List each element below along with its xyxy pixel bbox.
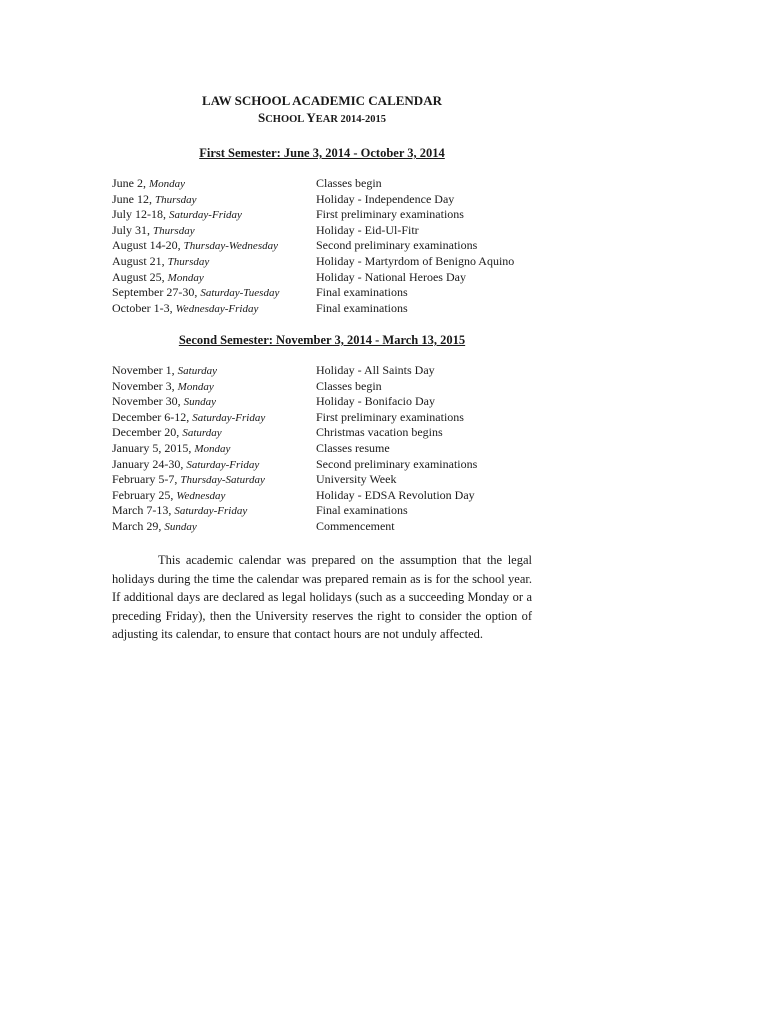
date-text: November 30,	[112, 394, 184, 409]
schedule-date	[112, 503, 247, 520]
date-text: July 31,	[112, 222, 154, 237]
weekday-text: Monday	[149, 178, 186, 190]
schedule-event: Holiday - Martyrdom of Benigno Aquino	[316, 253, 515, 268]
weekday-text: Saturday-Friday	[174, 505, 248, 518]
weekday-text: Saturday	[182, 427, 222, 440]
weekday-text: Saturday-Tuesday	[200, 287, 280, 300]
schedule-row	[112, 363, 532, 379]
first-semester-schedule	[112, 176, 532, 316]
date-text: June 2,	[112, 176, 149, 190]
schedule-event: Commencement	[316, 518, 395, 533]
schedule-date	[112, 425, 222, 442]
schedule-event: Christmas vacation begins	[316, 425, 443, 440]
schedule-date	[112, 270, 204, 287]
second-semester-schedule	[112, 363, 532, 535]
schedule-event: Classes begin	[316, 378, 382, 393]
schedule-date	[112, 457, 259, 474]
date-text: March 29,	[112, 518, 165, 533]
weekday-text: Thursday-Saturday	[180, 474, 265, 487]
subtitle-part-school: CHOOL	[265, 114, 307, 125]
schedule-date	[112, 519, 197, 536]
schedule-row	[112, 301, 532, 317]
schedule-row	[112, 379, 532, 395]
date-text: December 6-12,	[112, 409, 193, 424]
weekday-text: Thursday-Wednesday	[183, 240, 278, 253]
schedule-date	[112, 223, 195, 240]
schedule-date	[112, 207, 242, 224]
schedule-date	[112, 488, 225, 505]
schedule-row	[112, 238, 532, 254]
date-text: February 5-7,	[112, 472, 181, 487]
schedule-row	[112, 519, 532, 535]
weekday-text: Saturday-Friday	[186, 458, 260, 471]
schedule-row	[112, 472, 532, 488]
date-text: August 21,	[112, 253, 168, 268]
schedule-date	[112, 363, 217, 380]
calendar-note-paragraph: This academic calendar was prepared on the assumption that the legal holidays during the time the calendar was prepared remain as is for the school year. If additional days are declared as legal holidays (such as a succeeding Monday or a preceding Friday), then the University reserves the right to consider the option of adjusting its calendar, to ensure that contact hours are not unduly affected.	[112, 553, 532, 641]
schedule-date	[112, 301, 258, 318]
schedule-date	[112, 238, 278, 255]
subtitle-part-year: EAR 2014-2015	[315, 114, 387, 125]
schedule-date	[112, 394, 216, 411]
weekday-text: Monday	[194, 442, 231, 455]
schedule-event: Holiday - EDSA Revolution Day	[316, 487, 475, 502]
schedule-row	[112, 488, 532, 504]
schedule-event: Final examinations	[316, 503, 408, 518]
date-text: August 25,	[112, 269, 168, 284]
date-text: February 25,	[112, 487, 177, 502]
subtitle-initial-y: Y	[306, 110, 316, 125]
schedule-row	[112, 394, 532, 410]
schedule-row	[112, 441, 532, 457]
schedule-event: First preliminary examinations	[316, 207, 464, 222]
schedule-row	[112, 425, 532, 441]
schedule-event: Second preliminary examinations	[316, 238, 478, 253]
date-text: July 12-18,	[112, 207, 169, 222]
schedule-event: Classes begin	[316, 176, 382, 190]
document-title: LAW SCHOOL ACADEMIC CALENDAR	[202, 93, 442, 108]
schedule-event: Holiday - All Saints Day	[316, 363, 435, 377]
date-text: November 1,	[112, 363, 178, 377]
schedule-row	[112, 207, 532, 223]
first-semester-heading: First Semester: June 3, 2014 - October 3, 2014	[199, 146, 445, 160]
subtitle-initial-s: S	[257, 110, 266, 125]
schedule-event: Holiday - National Heroes Day	[316, 269, 466, 284]
weekday-text: Sunday	[183, 396, 217, 409]
second-semester-heading: Second Semester: November 3, 2014 - March 13, 2015	[178, 333, 466, 347]
schedule-row	[112, 410, 532, 426]
schedule-date	[112, 285, 279, 302]
schedule-row	[112, 223, 532, 239]
date-text: November 3,	[112, 378, 178, 393]
schedule-event: Final examinations	[316, 300, 408, 315]
schedule-date	[112, 254, 209, 271]
weekday-text: Sunday	[164, 520, 197, 533]
schedule-row	[112, 503, 532, 519]
schedule-event: Classes resume	[316, 440, 390, 455]
schedule-event: First preliminary examinations	[316, 409, 464, 424]
schedule-event: Holiday - Independence Day	[316, 191, 455, 206]
date-text: June 12,	[112, 191, 155, 206]
schedule-date	[112, 192, 197, 209]
date-text: August 14-20,	[112, 238, 184, 253]
schedule-row	[112, 192, 532, 208]
date-text: September 27-30,	[112, 285, 201, 300]
date-text: December 20,	[112, 425, 183, 440]
document-subtitle	[112, 110, 532, 128]
schedule-event: Holiday - Bonifacio Day	[316, 394, 435, 409]
schedule-row	[112, 254, 532, 270]
schedule-row	[112, 285, 532, 301]
schedule-date	[112, 410, 265, 427]
weekday-text: Saturday-Friday	[192, 411, 266, 424]
weekday-text: Monday	[177, 380, 214, 393]
schedule-date	[112, 441, 230, 458]
schedule-date	[112, 379, 214, 396]
schedule-date	[112, 472, 265, 489]
schedule-event: Second preliminary examinations	[316, 456, 478, 471]
weekday-text: Wednesday	[176, 489, 226, 502]
schedule-row	[112, 270, 532, 286]
schedule-event: University Week	[316, 472, 397, 487]
weekday-text: Saturday	[177, 365, 217, 377]
date-text: January 24-30,	[112, 456, 187, 471]
schedule-event: Holiday - Eid-Ul-Fitr	[316, 222, 419, 237]
date-text: October 1-3,	[112, 300, 176, 315]
schedule-row	[112, 176, 532, 192]
weekday-text: Monday	[167, 271, 204, 284]
weekday-text: Thursday	[167, 255, 210, 268]
schedule-row	[112, 457, 532, 473]
weekday-text: Thursday	[153, 224, 195, 237]
weekday-text: Saturday-Friday	[169, 209, 242, 222]
date-text: January 5, 2015,	[112, 440, 195, 455]
date-text: March 7-13,	[112, 503, 175, 518]
weekday-text: Thursday	[155, 193, 197, 206]
schedule-date	[112, 176, 185, 193]
weekday-text: Wednesday-Friday	[175, 302, 259, 315]
schedule-event: Final examinations	[316, 285, 408, 300]
